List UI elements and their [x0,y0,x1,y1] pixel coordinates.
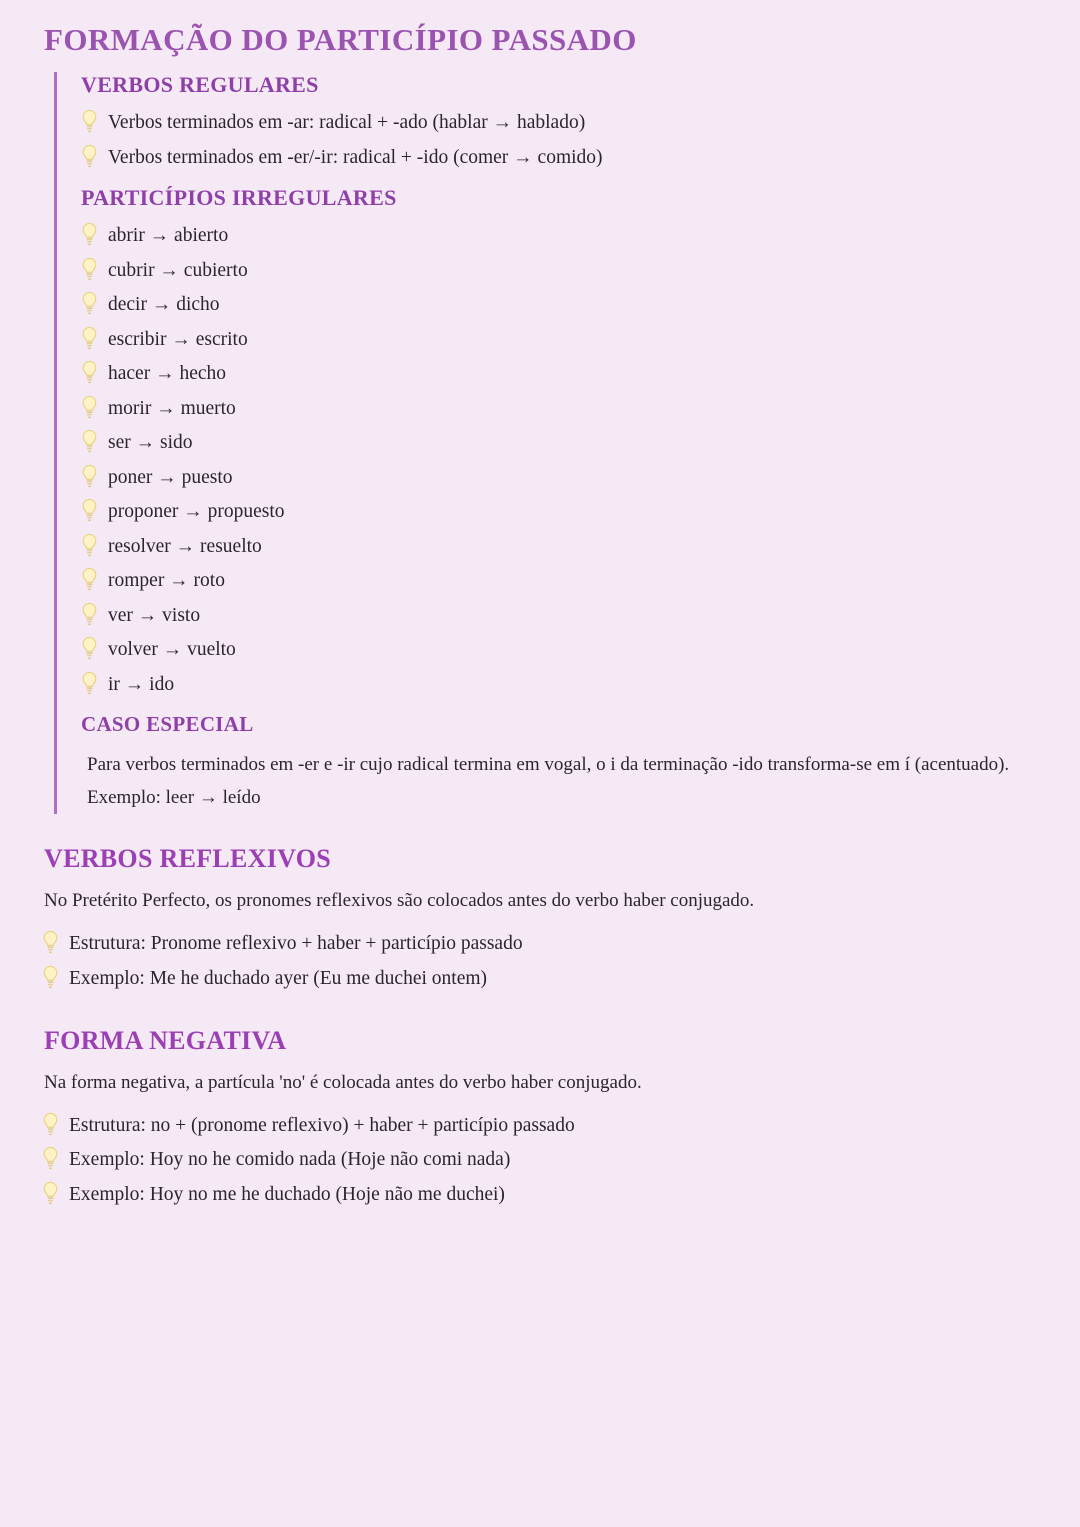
list-item-text: resolver → resuelto [108,535,262,557]
forma-negativa-intro: Na forma negativa, a partícula 'no' é colocada antes do verbo haber conjugado. [44,1072,642,1094]
list-item [81,599,1038,634]
lightbulb-icon [81,291,98,316]
list-item-text: Exemplo: Hoy no me he duchado (Hoje não me duchei) [69,1183,505,1205]
lightbulb-icon [81,533,98,558]
lightbulb-icon [81,222,98,247]
list-item-text: ir → ido [108,673,175,695]
list-item [81,461,1038,496]
list-item [81,219,1038,254]
lightbulb-icon [81,567,98,592]
lightbulb-icon [42,1146,59,1171]
section-heading-verbos-reflexivos: VERBOS REFLEXIVOS [44,844,332,874]
list-item-text: cubrir → cubierto [108,259,248,281]
list-item-text: volver → vuelto [108,639,236,660]
list-item-text: hacer → hecho [108,363,227,384]
lightbulb-icon [81,602,98,627]
list-item [81,668,1038,703]
caso-especial-body [87,749,1017,814]
list-item-text: romper → roto [108,570,225,591]
list-item-text: proponer → propuesto [108,501,285,522]
lightbulb-icon [81,109,98,134]
section-heading-caso-especial: CASO ESPECIAL [81,712,254,736]
list-item [42,1143,1038,1178]
lightbulb-icon [81,326,98,351]
lightbulb-icon [42,965,59,990]
list-item-text: Estrutura: Pronome reflexivo + haber + particípio passado [69,933,523,955]
caso-especial-example: Exemplo: leer → leído [87,786,261,808]
list-item [81,495,1038,530]
list-item-text: poner → puesto [108,466,233,488]
list-item [42,927,1038,962]
lightbulb-icon [81,360,98,385]
lightbulb-icon [42,1181,59,1206]
section-heading-verbos-regulares: VERBOS REGULARES [81,72,319,97]
list-item-text: abrir → abierto [108,225,229,246]
page-title: FORMAÇÃO DO PARTICÍPIO PASSADO [44,22,637,57]
list-item-text: Exemplo: Me he duchado ayer (Eu me duchei ontem) [69,967,488,989]
list-item [81,530,1038,565]
lightbulb-icon [81,464,98,489]
lightbulb-icon [81,395,98,420]
lightbulb-icon [81,636,98,661]
caso-especial-paragraph: Para verbos terminados em -er e -ir cujo radical termina em vogal, o i da terminação -ido transforma-se em í (acentuado). [87,754,1010,775]
list-verbos-regulares [81,106,1038,175]
lightbulb-icon [81,498,98,523]
list-item [42,962,1038,997]
list-item [81,288,1038,323]
list-item-text: Verbos terminados em -ar: radical + -ado (hablar → hablado) [108,112,586,133]
list-item [81,254,1038,289]
lightbulb-icon [81,257,98,282]
list-item [81,106,1038,141]
list-verbos-reflexivos [42,927,1038,996]
list-item [81,392,1038,427]
list-item [81,141,1038,176]
section-heading-forma-negativa: FORMA NEGATIVA [44,1026,287,1056]
list-item [81,323,1038,358]
list-item-text: Verbos terminados em -er/-ir: radical + -ido (comer → comido) [108,146,603,168]
list-item-text: ser → sido [108,432,193,453]
verbos-reflexivos-intro: No Pretérito Perfecto, os pronomes reflexivos são colocados antes do verbo haber conjugado. [44,890,755,912]
list-item-text: Estrutura: no + (pronome reflexivo) + haber + particípio passado [69,1114,575,1136]
list-item [81,357,1038,392]
list-item-text: decir → dicho [108,294,220,315]
list-item [42,1109,1038,1144]
lightbulb-icon [42,1112,59,1137]
lightbulb-icon [81,671,98,696]
list-item [81,426,1038,461]
list-forma-negativa [42,1109,1038,1213]
list-item-text: morir → muerto [108,397,236,419]
list-participios-irregulares [81,219,1038,702]
section-heading-participios-irregulares: PARTICÍPIOS IRREGULARES [81,185,397,210]
list-item [81,564,1038,599]
list-item-text: escribir → escrito [108,328,248,350]
lightbulb-icon [42,930,59,955]
lightbulb-icon [81,429,98,454]
list-item [81,633,1038,668]
participle-formation-block [54,72,1038,814]
list-item-text: Exemplo: Hoy no he comido nada (Hoje não comi nada) [69,1149,511,1171]
list-item-text: ver → visto [108,604,201,626]
list-item [42,1178,1038,1213]
lightbulb-icon [81,144,98,169]
